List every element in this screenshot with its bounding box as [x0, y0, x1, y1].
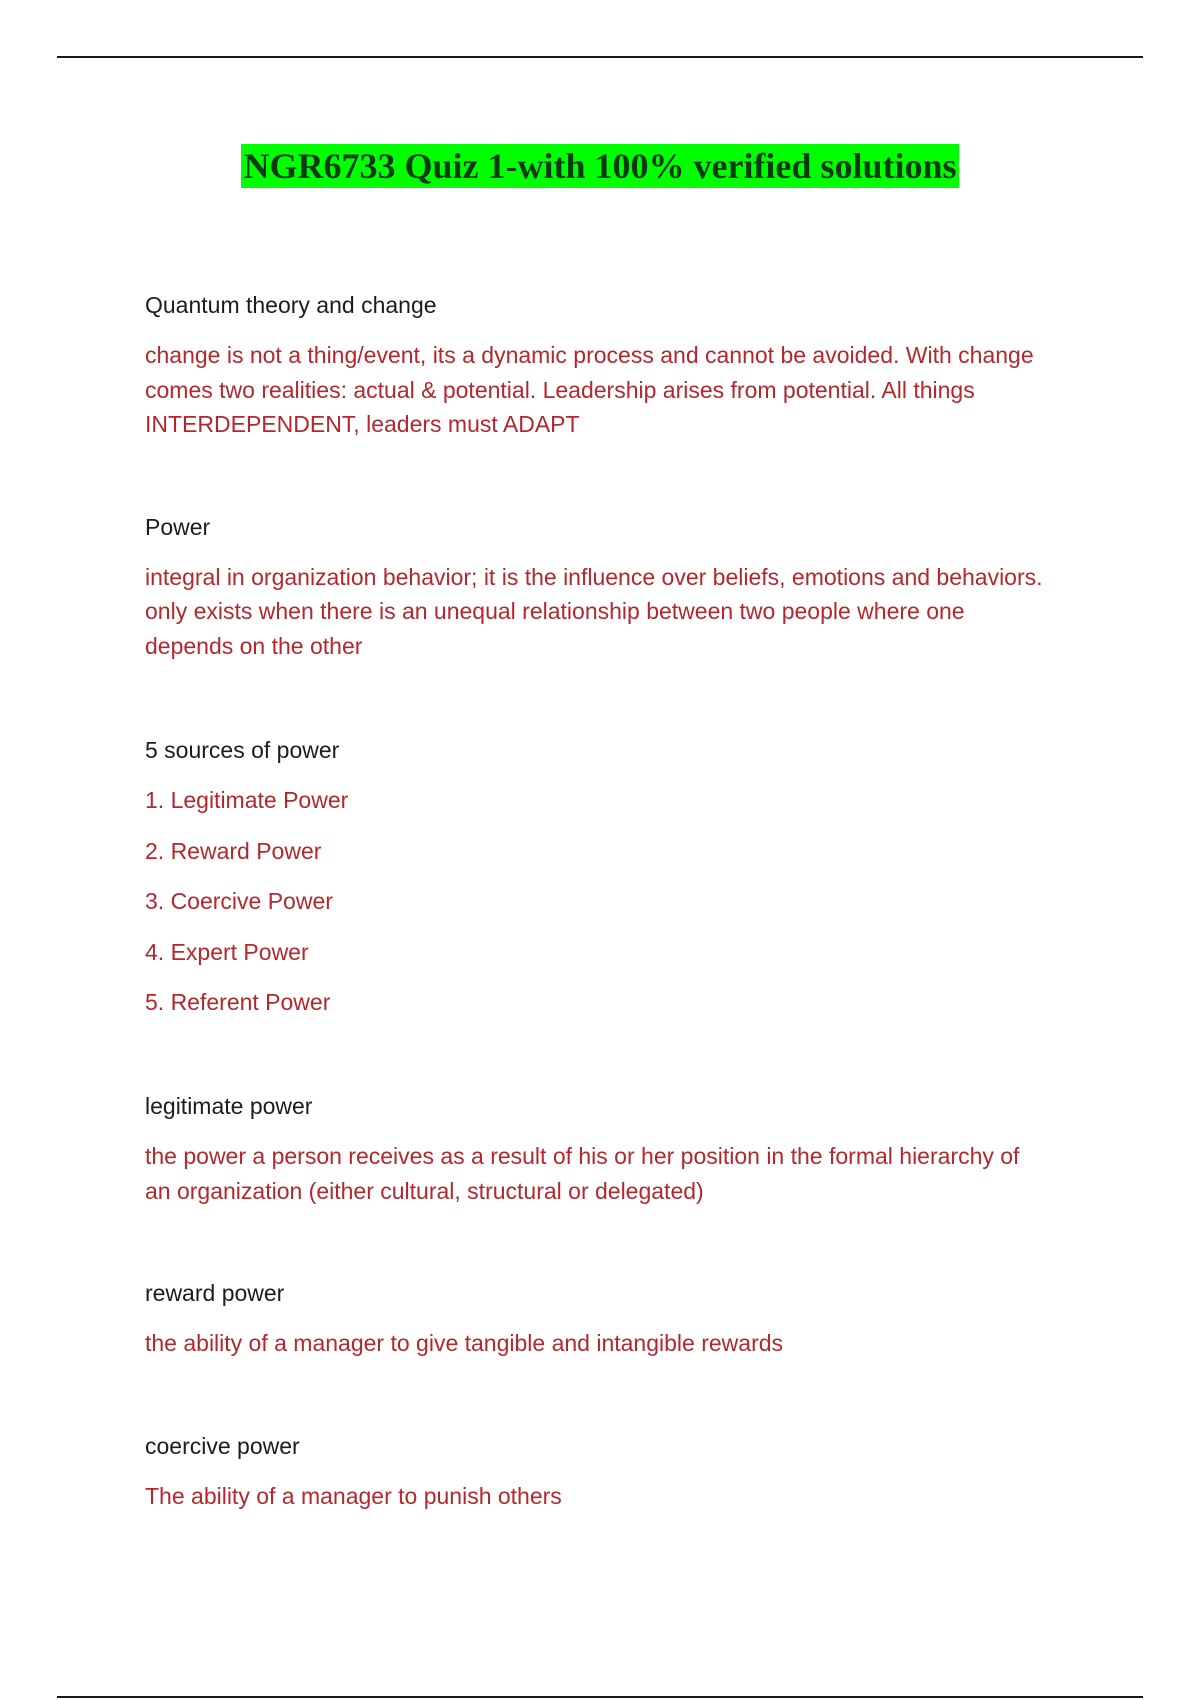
- title-container: [0, 144, 1200, 188]
- question-term: legitimate power: [145, 1093, 313, 1119]
- answer-definition: the ability of a manager to give tangible and intangible rewards: [145, 1330, 784, 1356]
- answer-definition: The ability of a manager to punish others: [145, 1482, 562, 1509]
- list-item: 3. Coercive Power: [145, 888, 333, 914]
- list-item: 1. Legitimate Power: [145, 787, 349, 813]
- list-item: 2. Reward Power: [145, 837, 322, 864]
- qa-entry: [145, 1089, 1045, 1208]
- question-term: Power: [145, 513, 211, 540]
- list-item: 4. Expert Power: [145, 938, 309, 965]
- question-term: 5 sources of power: [145, 737, 340, 763]
- top-rule: [57, 56, 1143, 58]
- answer-definition: integral in organization behavior; it is the influence over beliefs, emotions and behaviors. only exists when there is an unequal relationship between two people where one depends on the other: [145, 563, 1043, 659]
- question-term: Quantum theory and change: [145, 292, 437, 318]
- power-sources-list: [145, 783, 1045, 1019]
- document-title: NGR6733 Quiz 1-with 100% verified solutions: [243, 146, 957, 186]
- answer-definition: the power a person receives as a result of his or her position in the formal hierarchy of an organization (either cultural, structural or delegated): [145, 1143, 1020, 1204]
- question-term: reward power: [145, 1280, 285, 1306]
- qa-entry: [145, 510, 1045, 664]
- bottom-rule: [57, 1696, 1143, 1698]
- question-term: coercive power: [145, 1432, 300, 1459]
- document-body: [145, 288, 1045, 1579]
- answer-definition: change is not a thing/event, its a dynamic process and cannot be avoided. With change comes two realities: actual & potential. Leadership arises from potential. All things INTERDEPENDENT, leaders must ADAPT: [145, 342, 1034, 437]
- list-item: 5. Referent Power: [145, 989, 331, 1015]
- qa-entry: [145, 733, 1045, 1019]
- qa-entry: [145, 1429, 1045, 1514]
- qa-entry: [145, 1276, 1045, 1361]
- qa-entry: [145, 288, 1045, 442]
